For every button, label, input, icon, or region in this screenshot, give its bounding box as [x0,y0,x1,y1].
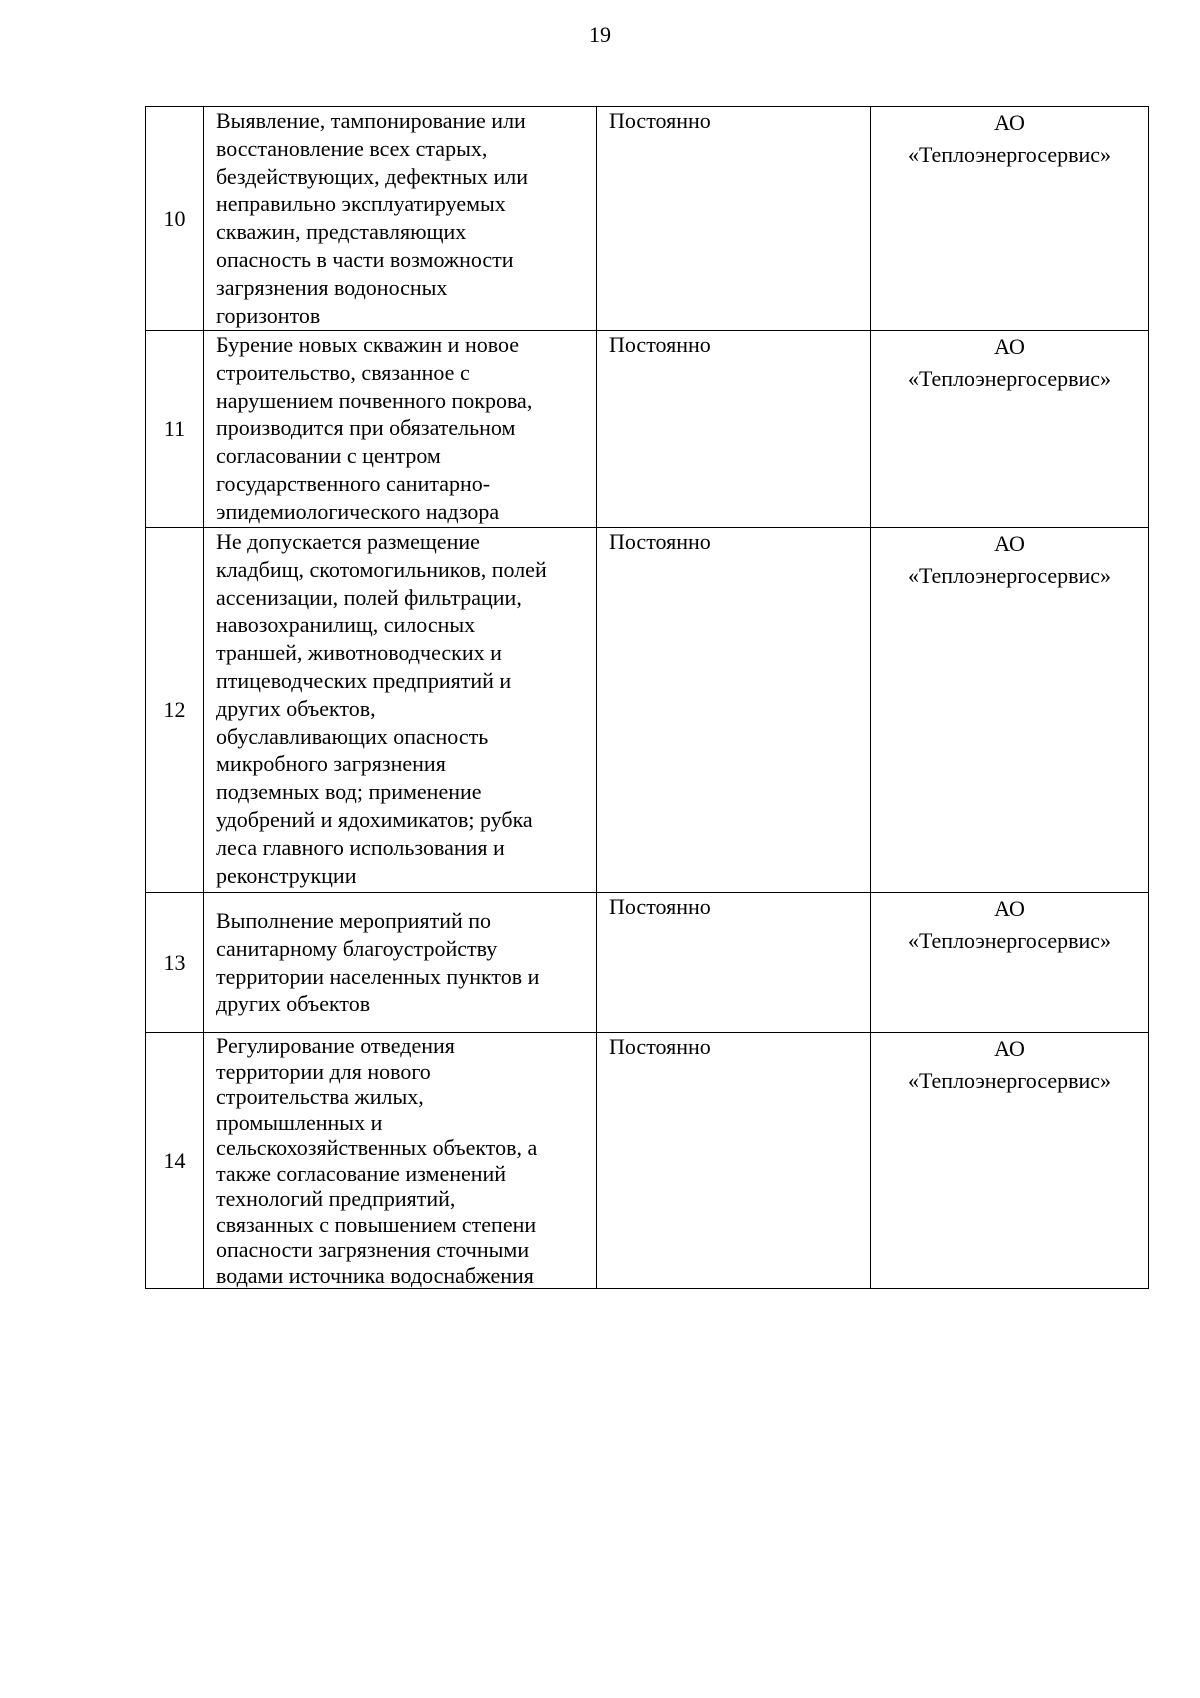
table-row [146,107,1149,331]
measure-cell: Не допускается размещение кладбищ, скотомогильников, полей ассенизации, полей фильтрации, навозохранилищ, силосных траншей, животноводческих и птицеводческих предприятий и других объектов, обуславливающих опасность микробного загрязнения подземных вод; применение удобрений и ядохимикатов; рубка леса главного использования и реконструкции [204,528,597,893]
measure-cell: Выполнение мероприятий по санитарному благоустройству территории населенных пунктов и других объектов [204,893,597,1033]
term-cell: Постоянно [597,528,871,893]
measure-cell: Регулирование отведения территории для нового строительства жилых, промышленных и сельскохозяйственных объектов, а также согласование изменений технологий предприятий, связанных с повышением степени опасности загрязнения сточными водами источника водоснабжения [204,1033,597,1289]
table-row [146,528,1149,893]
table-row [146,331,1149,528]
row-number-cell: 13 [146,893,204,1033]
row-number-cell: 10 [146,107,204,331]
row-number-cell: 11 [146,331,204,528]
measures-table [145,106,1149,1289]
term-cell: Постоянно [597,893,871,1033]
term-cell: Постоянно [597,107,871,331]
table-row [146,1033,1149,1289]
table-row [146,893,1149,1033]
measure-cell: Бурение новых скважин и новое строительство, связанное с нарушением почвенного покрова, производится при обязательном согласовании с центром государственного санитарно- эпидемиологического надзора [204,331,597,528]
responsible-cell: АО «Теплоэнергосервис» [871,331,1149,528]
responsible-cell: АО «Теплоэнергосервис» [871,1033,1149,1289]
row-number-cell: 14 [146,1033,204,1289]
responsible-cell: АО «Теплоэнергосервис» [871,107,1149,331]
row-number-cell: 12 [146,528,204,893]
responsible-cell: АО «Теплоэнергосервис» [871,528,1149,893]
term-cell: Постоянно [597,1033,871,1289]
responsible-cell: АО «Теплоэнергосервис» [871,893,1149,1033]
page-number: 19 [589,22,611,47]
term-cell: Постоянно [597,331,871,528]
measure-cell: Выявление, тампонирование или восстановление всех старых, бездействующих, дефектных или неправильно эксплуатируемых скважин, представляющих опасность в части возможности загрязнения водоносных горизонтов [204,107,597,331]
